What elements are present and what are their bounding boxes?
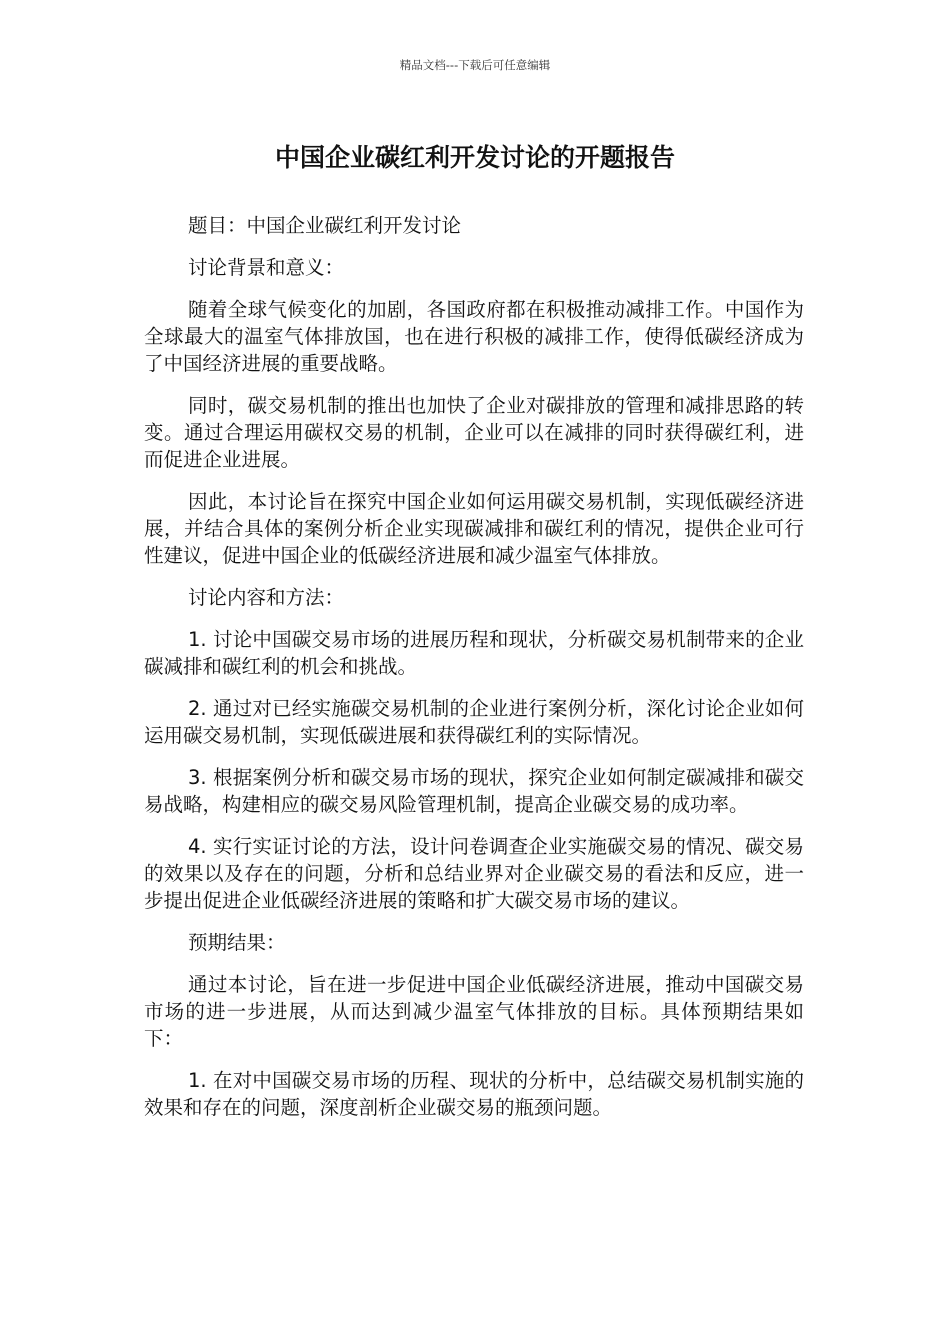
heading-background: 讨论背景和意义： (188, 256, 345, 279)
heading-content-methods: 讨论内容和方法： (188, 586, 345, 609)
heading-expected-results: 预期结果： (188, 931, 286, 954)
paragraph-method-4: 4. 实行实证讨论的方法，设计问卷调查企业实施碳交易的情况、碳交易的效果以及存在的问题，分析和总结业界对企业碳交易的看法和反应，进一步提出促进企业低碳经济进展的策略和扩大碳交易市场的建议。 (144, 835, 804, 912)
paragraph-background-3: 因此，本讨论旨在探究中国企业如何运用碳交易机制，实现低碳经济进展，并结合具体的案例分析企业实现碳减排和碳红利的情况，提供企业可行性建议，促进中国企业的低碳经济进展和减少温室气体排放。 (144, 490, 804, 567)
paragraph-results-intro: 通过本讨论，旨在进一步促进中国企业低碳经济进展，推动中国碳交易市场的进一步进展，从而达到减少温室气体排放的目标。具体预期结果如下： (144, 973, 804, 1050)
paragraph-method-3: 3. 根据案例分析和碳交易市场的现状，探究企业如何制定碳减排和碳交易战略，构建相应的碳交易风险管理机制，提高企业碳交易的成功率。 (144, 766, 804, 816)
paragraph-topic: 题目：中国企业碳红利开发讨论 (188, 214, 462, 237)
header-note: 精品文档---下载后可任意编辑 (399, 58, 551, 72)
paragraph-method-1: 1. 讨论中国碳交易市场的进展历程和现状，分析碳交易机制带来的企业碳减排和碳红利的机会和挑战。 (144, 628, 804, 678)
paragraph-result-1: 1. 在对中国碳交易市场的历程、现状的分析中，总结碳交易机制实施的效果和存在的问题，深度剖析企业碳交易的瓶颈问题。 (144, 1069, 804, 1119)
document-title: 中国企业碳红利开发讨论的开题报告 (274, 143, 675, 172)
document-body (144, 212, 804, 1136)
paragraph-background-2: 同时，碳交易机制的推出也加快了企业对碳排放的管理和减排思路的转变。通过合理运用碳权交易的机制，企业可以在减排的同时获得碳红利，进而促进企业进展。 (144, 394, 804, 471)
paragraph-method-2: 2. 通过对已经实施碳交易机制的企业进行案例分析，深化讨论企业如何运用碳交易机制，实现低碳进展和获得碳红利的实际情况。 (144, 697, 804, 747)
paragraph-background-1: 随着全球气候变化的加剧，各国政府都在积极推动减排工作。中国作为全球最大的温室气体排放国，也在进行积极的减排工作，使得低碳经济成为了中国经济进展的重要战略。 (144, 298, 804, 375)
